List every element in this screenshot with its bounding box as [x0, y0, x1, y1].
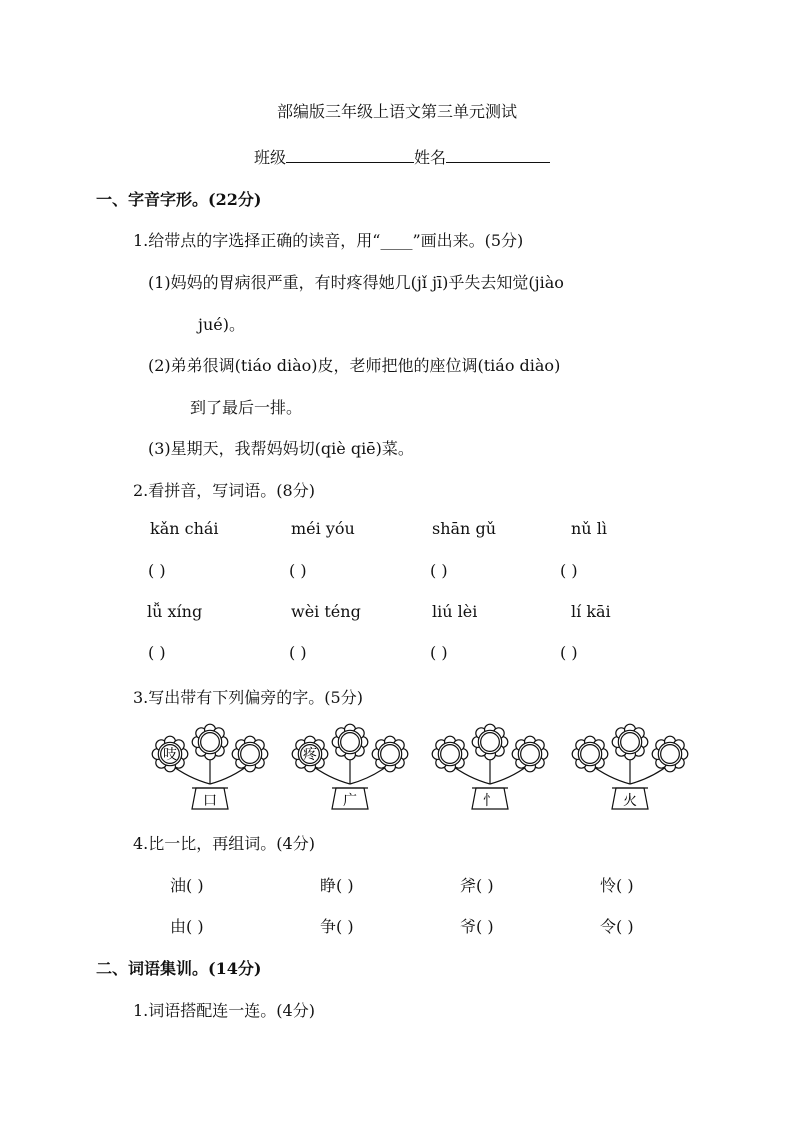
answer-paren[interactable]: ( )	[289, 643, 307, 662]
pinyin-item: lǚ xíng	[147, 602, 203, 621]
page-title: 部编版三年级上语文第三单元测试	[276, 102, 517, 121]
pinyin-item: shān gǔ	[432, 519, 496, 538]
pinyin-item: wèi téng	[291, 602, 361, 621]
radical-label: 口	[203, 793, 217, 809]
compare-item[interactable]: 由( )	[170, 917, 204, 936]
q1-sentence3: (3)星期天，我帮妈妈切(qiè qiē)菜。	[148, 439, 414, 458]
answer-paren[interactable]: ( )	[560, 643, 578, 662]
compare-item[interactable]: 斧( )	[460, 876, 494, 895]
class-label: 班级	[254, 148, 287, 167]
radical-label: 火	[623, 793, 637, 809]
pinyin-item: kǎn chái	[150, 519, 219, 538]
answer-paren[interactable]: ( )	[560, 561, 578, 580]
compare-item[interactable]: 令( )	[600, 917, 634, 936]
flower-head-right[interactable]	[512, 736, 548, 772]
flower-head-middle[interactable]	[612, 724, 648, 760]
pinyin-item: liú lèi	[432, 602, 478, 621]
q1-prompt: 1.给带点的字选择正确的读音，用“____”画出来。(5分)	[133, 231, 524, 250]
compare-item[interactable]: 油( )	[170, 876, 204, 895]
name-label: 姓名	[414, 148, 447, 167]
pinyin-item: lí kāi	[571, 602, 611, 621]
answer-paren[interactable]: ( )	[148, 643, 166, 662]
q1-sentence2-line2: 到了最后一排。	[190, 398, 303, 417]
flower-head-left	[292, 736, 328, 772]
q2-prompt: 2.看拼音，写词语。(8分)	[133, 481, 315, 500]
sample-character: 疼	[303, 747, 317, 763]
pinyin-item: méi yóu	[291, 519, 355, 538]
class-blank[interactable]	[286, 148, 414, 163]
answer-paren[interactable]: ( )	[430, 561, 448, 580]
flower-head-right[interactable]	[652, 736, 688, 772]
radical-label: 忄	[483, 793, 497, 809]
compare-item[interactable]: 怜( )	[600, 876, 634, 895]
flower-head-left[interactable]	[572, 736, 608, 772]
compare-item[interactable]: 爷( )	[460, 917, 494, 936]
radical-flower	[288, 722, 413, 814]
flower-head-middle[interactable]	[332, 724, 368, 760]
q4-prompt: 4.比一比，再组词。(4分)	[133, 834, 315, 853]
section1-heading: 一、字音字形。(22分)	[96, 190, 262, 209]
section2-heading: 二、词语集训。(14分)	[96, 959, 262, 978]
radical-flower	[148, 722, 273, 814]
flower-head-middle[interactable]	[472, 724, 508, 760]
q1-sentence1-line2: jué)。	[198, 315, 245, 334]
answer-paren[interactable]: ( )	[289, 561, 307, 580]
radical-label: 广	[343, 793, 357, 809]
q1-sentence2-line1: (2)弟弟很调(tiáo diào)皮，老师把他的座位调(tiáo diào)	[148, 356, 561, 375]
answer-paren[interactable]: ( )	[430, 643, 448, 662]
flower-head-middle[interactable]	[192, 724, 228, 760]
q3-prompt: 3.写出带有下列偏旁的字。(5分)	[133, 688, 363, 707]
radical-flower	[568, 722, 693, 814]
compare-item[interactable]: 争( )	[320, 917, 354, 936]
section2-q1-prompt: 1.词语搭配连一连。(4分)	[133, 1001, 315, 1020]
flower-head-right[interactable]	[232, 736, 268, 772]
flower-head-left	[152, 736, 188, 772]
name-blank[interactable]	[446, 148, 550, 163]
answer-paren[interactable]: ( )	[148, 561, 166, 580]
radical-flower	[428, 722, 553, 814]
q1-sentence1-line1: (1)妈妈的胃病很严重，有时疼得她几(jǐ jī)乎失去知觉(jiào	[148, 273, 564, 292]
compare-item[interactable]: 睁( )	[320, 876, 354, 895]
pinyin-item: nǔ lì	[571, 519, 607, 538]
flower-head-left[interactable]	[432, 736, 468, 772]
sample-character: 吱	[163, 747, 177, 763]
flower-head-right[interactable]	[372, 736, 408, 772]
class-name-line	[254, 145, 550, 168]
